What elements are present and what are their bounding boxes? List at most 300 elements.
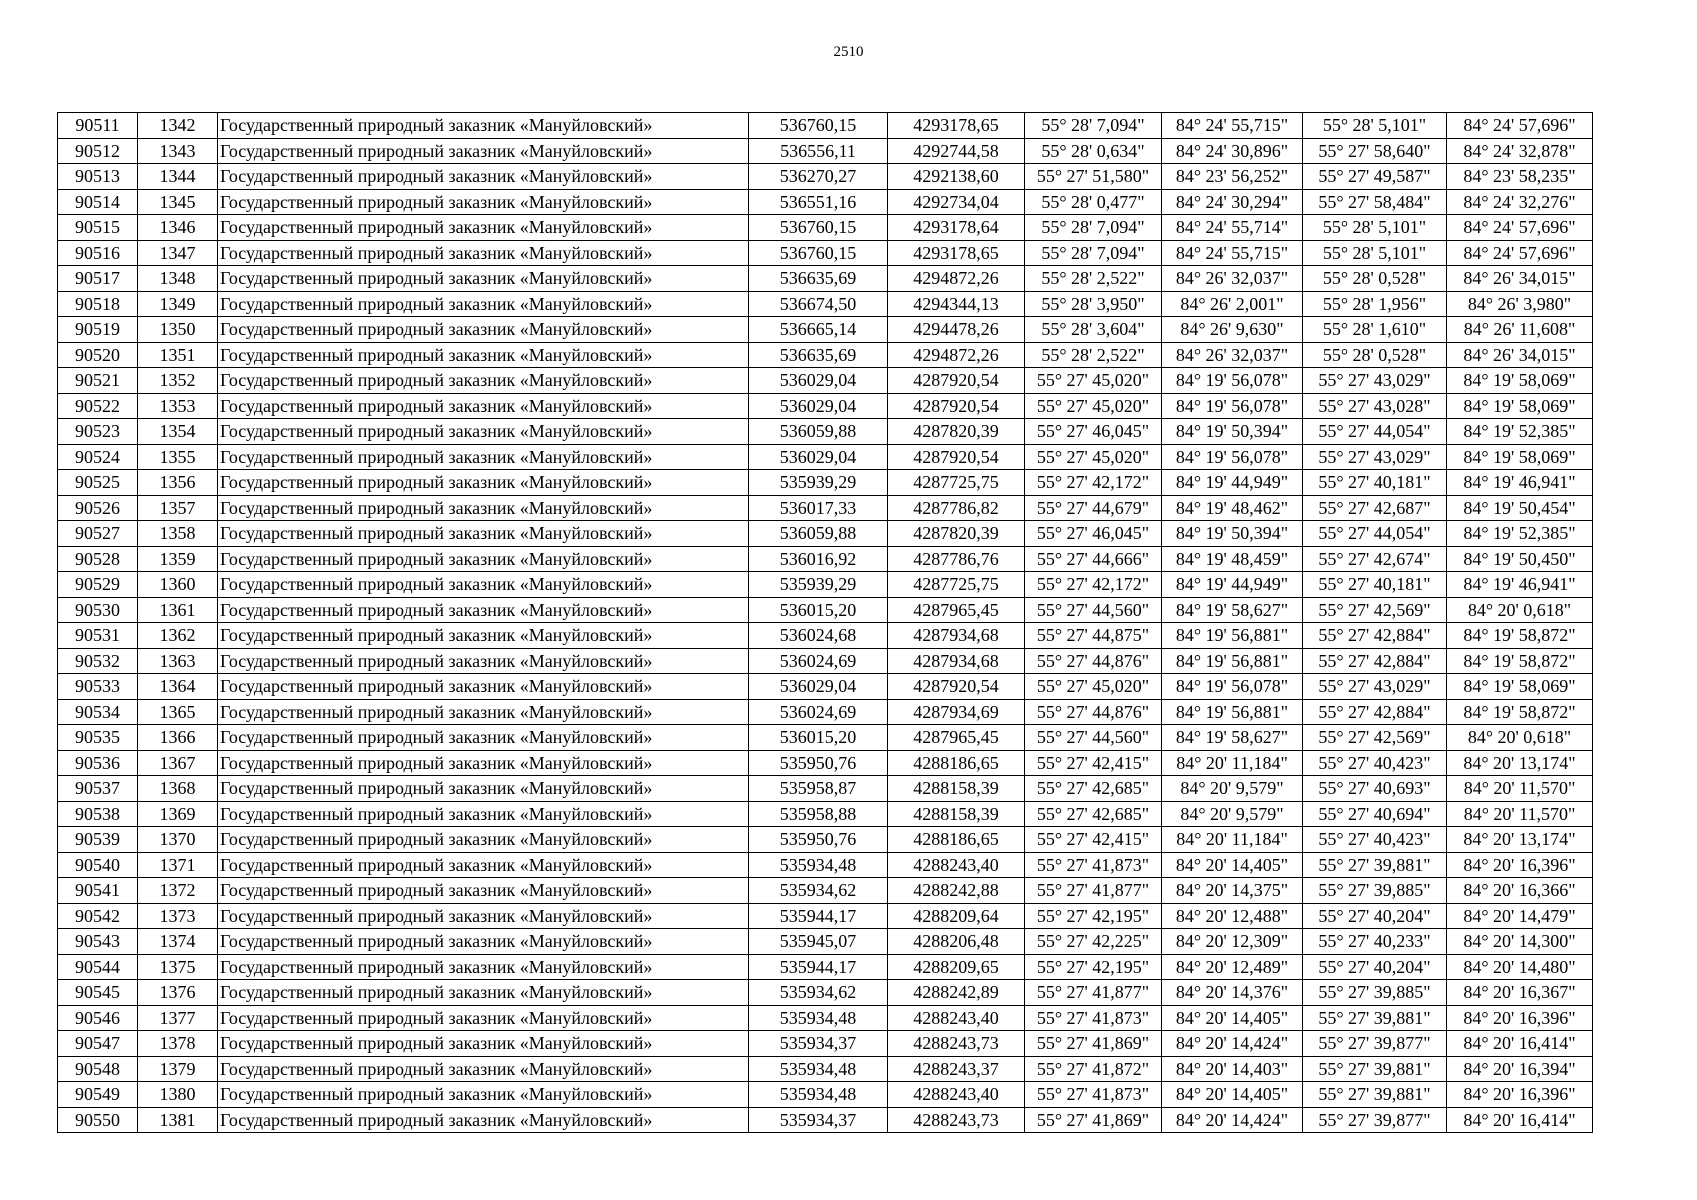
table-row — [58, 980, 1593, 1006]
name-cell: Государственный природный заказник «Мануйловский» — [218, 470, 749, 496]
y-coordinate-cell: 4294872,26 — [888, 342, 1025, 368]
x-coordinate-cell: 535950,76 — [749, 827, 888, 853]
longitude-1-cell: 84° 19' 56,078" — [1162, 444, 1303, 470]
latitude-2-cell: 55° 27' 42,884" — [1303, 699, 1447, 725]
latitude-1-cell: 55° 27' 46,045" — [1025, 521, 1162, 547]
name-cell: Государственный природный заказник «Мануйловский» — [218, 495, 749, 521]
table-row — [58, 572, 1593, 598]
table-row — [58, 903, 1593, 929]
longitude-1-cell: 84° 24' 55,714" — [1162, 215, 1303, 241]
longitude-1-cell: 84° 19' 44,949" — [1162, 572, 1303, 598]
longitude-2-cell: 84° 19' 46,941" — [1447, 470, 1593, 496]
table-row — [58, 546, 1593, 572]
longitude-1-cell: 84° 26' 2,001" — [1162, 291, 1303, 317]
row-number-cell: 90532 — [58, 648, 138, 674]
latitude-2-cell: 55° 27' 43,029" — [1303, 674, 1447, 700]
table-row — [58, 470, 1593, 496]
longitude-2-cell: 84° 19' 46,941" — [1447, 572, 1593, 598]
latitude-2-cell: 55° 27' 40,423" — [1303, 827, 1447, 853]
x-coordinate-cell: 536556,11 — [749, 138, 888, 164]
x-coordinate-cell: 536024,69 — [749, 699, 888, 725]
row-number-cell: 90548 — [58, 1056, 138, 1082]
name-cell: Государственный природный заказник «Мануйловский» — [218, 240, 749, 266]
table-row — [58, 597, 1593, 623]
latitude-2-cell: 55° 27' 39,881" — [1303, 1056, 1447, 1082]
table-row — [58, 138, 1593, 164]
point-number-cell: 1368 — [138, 776, 218, 802]
row-number-cell: 90537 — [58, 776, 138, 802]
latitude-1-cell: 55° 27' 42,225" — [1025, 929, 1162, 955]
latitude-1-cell: 55° 27' 41,869" — [1025, 1031, 1162, 1057]
y-coordinate-cell: 4288158,39 — [888, 776, 1025, 802]
longitude-1-cell: 84° 20' 14,405" — [1162, 1082, 1303, 1108]
longitude-1-cell: 84° 20' 14,424" — [1162, 1031, 1303, 1057]
table-row — [58, 495, 1593, 521]
row-number-cell: 90514 — [58, 189, 138, 215]
name-cell: Государственный природный заказник «Мануйловский» — [218, 954, 749, 980]
longitude-1-cell: 84° 20' 12,489" — [1162, 954, 1303, 980]
longitude-1-cell: 84° 19' 58,627" — [1162, 597, 1303, 623]
longitude-2-cell: 84° 20' 16,414" — [1447, 1031, 1593, 1057]
longitude-2-cell: 84° 20' 13,174" — [1447, 750, 1593, 776]
y-coordinate-cell: 4288243,73 — [888, 1107, 1025, 1133]
row-number-cell: 90513 — [58, 164, 138, 190]
point-number-cell: 1359 — [138, 546, 218, 572]
longitude-1-cell: 84° 23' 56,252" — [1162, 164, 1303, 190]
row-number-cell: 90521 — [58, 368, 138, 394]
latitude-2-cell: 55° 28' 1,610" — [1303, 317, 1447, 343]
longitude-2-cell: 84° 19' 50,450" — [1447, 546, 1593, 572]
row-number-cell: 90527 — [58, 521, 138, 547]
table-row — [58, 291, 1593, 317]
longitude-1-cell: 84° 19' 58,627" — [1162, 725, 1303, 751]
longitude-2-cell: 84° 20' 14,300" — [1447, 929, 1593, 955]
x-coordinate-cell: 536635,69 — [749, 266, 888, 292]
name-cell: Государственный природный заказник «Мануйловский» — [218, 980, 749, 1006]
longitude-1-cell: 84° 26' 9,630" — [1162, 317, 1303, 343]
latitude-1-cell: 55° 28' 0,634" — [1025, 138, 1162, 164]
longitude-2-cell: 84° 19' 58,069" — [1447, 674, 1593, 700]
x-coordinate-cell: 536674,50 — [749, 291, 888, 317]
table-row — [58, 674, 1593, 700]
table-row — [58, 368, 1593, 394]
point-number-cell: 1342 — [138, 113, 218, 139]
name-cell: Государственный природный заказник «Мануйловский» — [218, 189, 749, 215]
name-cell: Государственный природный заказник «Мануйловский» — [218, 521, 749, 547]
x-coordinate-cell: 535958,88 — [749, 801, 888, 827]
point-number-cell: 1362 — [138, 623, 218, 649]
latitude-1-cell: 55° 27' 42,195" — [1025, 903, 1162, 929]
name-cell: Государственный природный заказник «Мануйловский» — [218, 699, 749, 725]
longitude-2-cell: 84° 20' 16,367" — [1447, 980, 1593, 1006]
longitude-2-cell: 84° 24' 32,276" — [1447, 189, 1593, 215]
x-coordinate-cell: 536016,92 — [749, 546, 888, 572]
y-coordinate-cell: 4287725,75 — [888, 470, 1025, 496]
table-row — [58, 419, 1593, 445]
table-row — [58, 827, 1593, 853]
table-row — [58, 1031, 1593, 1057]
point-number-cell: 1357 — [138, 495, 218, 521]
table-row — [58, 444, 1593, 470]
name-cell: Государственный природный заказник «Мануйловский» — [218, 164, 749, 190]
table-row — [58, 750, 1593, 776]
y-coordinate-cell: 4292734,04 — [888, 189, 1025, 215]
latitude-2-cell: 55° 27' 42,674" — [1303, 546, 1447, 572]
longitude-2-cell: 84° 20' 16,366" — [1447, 878, 1593, 904]
longitude-2-cell: 84° 19' 58,069" — [1447, 393, 1593, 419]
name-cell: Государственный природный заказник «Мануйловский» — [218, 1107, 749, 1133]
point-number-cell: 1354 — [138, 419, 218, 445]
table-row — [58, 1005, 1593, 1031]
latitude-1-cell: 55° 28' 7,094" — [1025, 215, 1162, 241]
coordinates-table — [57, 112, 1593, 1133]
name-cell: Государственный природный заказник «Мануйловский» — [218, 878, 749, 904]
longitude-2-cell: 84° 20' 0,618" — [1447, 597, 1593, 623]
y-coordinate-cell: 4288243,73 — [888, 1031, 1025, 1057]
y-coordinate-cell: 4288242,88 — [888, 878, 1025, 904]
latitude-1-cell: 55° 28' 3,604" — [1025, 317, 1162, 343]
name-cell: Государственный природный заказник «Мануйловский» — [218, 929, 749, 955]
point-number-cell: 1363 — [138, 648, 218, 674]
point-number-cell: 1373 — [138, 903, 218, 929]
page-number: 2510 — [833, 44, 864, 60]
x-coordinate-cell: 535934,48 — [749, 1056, 888, 1082]
row-number-cell: 90533 — [58, 674, 138, 700]
y-coordinate-cell: 4287920,54 — [888, 393, 1025, 419]
table-row — [58, 929, 1593, 955]
latitude-1-cell: 55° 27' 41,877" — [1025, 980, 1162, 1006]
y-coordinate-cell: 4294872,26 — [888, 266, 1025, 292]
latitude-2-cell: 55° 27' 42,569" — [1303, 597, 1447, 623]
latitude-2-cell: 55° 27' 39,877" — [1303, 1107, 1447, 1133]
latitude-2-cell: 55° 27' 42,884" — [1303, 623, 1447, 649]
table-row — [58, 1082, 1593, 1108]
latitude-1-cell: 55° 27' 42,685" — [1025, 776, 1162, 802]
x-coordinate-cell: 536760,15 — [749, 240, 888, 266]
point-number-cell: 1353 — [138, 393, 218, 419]
latitude-1-cell: 55° 27' 42,415" — [1025, 750, 1162, 776]
point-number-cell: 1345 — [138, 189, 218, 215]
name-cell: Государственный природный заказник «Мануйловский» — [218, 903, 749, 929]
y-coordinate-cell: 4287920,54 — [888, 674, 1025, 700]
latitude-1-cell: 55° 27' 44,560" — [1025, 597, 1162, 623]
x-coordinate-cell: 535950,76 — [749, 750, 888, 776]
latitude-1-cell: 55° 27' 44,666" — [1025, 546, 1162, 572]
latitude-2-cell: 55° 27' 44,054" — [1303, 521, 1447, 547]
x-coordinate-cell: 535934,48 — [749, 1005, 888, 1031]
longitude-1-cell: 84° 20' 12,309" — [1162, 929, 1303, 955]
longitude-1-cell: 84° 20' 14,376" — [1162, 980, 1303, 1006]
latitude-1-cell: 55° 27' 45,020" — [1025, 674, 1162, 700]
row-number-cell: 90523 — [58, 419, 138, 445]
latitude-1-cell: 55° 27' 41,869" — [1025, 1107, 1162, 1133]
latitude-1-cell: 55° 28' 7,094" — [1025, 240, 1162, 266]
point-number-cell: 1376 — [138, 980, 218, 1006]
x-coordinate-cell: 536665,14 — [749, 317, 888, 343]
longitude-1-cell: 84° 20' 14,424" — [1162, 1107, 1303, 1133]
longitude-1-cell: 84° 20' 11,184" — [1162, 827, 1303, 853]
row-number-cell: 90550 — [58, 1107, 138, 1133]
longitude-1-cell: 84° 19' 56,078" — [1162, 674, 1303, 700]
point-number-cell: 1369 — [138, 801, 218, 827]
table-row — [58, 623, 1593, 649]
y-coordinate-cell: 4287786,76 — [888, 546, 1025, 572]
latitude-1-cell: 55° 28' 2,522" — [1025, 342, 1162, 368]
y-coordinate-cell: 4287934,68 — [888, 648, 1025, 674]
latitude-1-cell: 55° 27' 41,877" — [1025, 878, 1162, 904]
name-cell: Государственный природный заказник «Мануйловский» — [218, 852, 749, 878]
latitude-1-cell: 55° 27' 51,580" — [1025, 164, 1162, 190]
row-number-cell: 90543 — [58, 929, 138, 955]
x-coordinate-cell: 536029,04 — [749, 674, 888, 700]
latitude-2-cell: 55° 28' 0,528" — [1303, 342, 1447, 368]
point-number-cell: 1352 — [138, 368, 218, 394]
longitude-2-cell: 84° 20' 14,480" — [1447, 954, 1593, 980]
latitude-2-cell: 55° 27' 43,029" — [1303, 444, 1447, 470]
longitude-2-cell: 84° 19' 58,872" — [1447, 648, 1593, 674]
latitude-2-cell: 55° 27' 39,881" — [1303, 1005, 1447, 1031]
table-row — [58, 317, 1593, 343]
name-cell: Государственный природный заказник «Мануйловский» — [218, 674, 749, 700]
name-cell: Государственный природный заказник «Мануйловский» — [218, 597, 749, 623]
latitude-2-cell: 55° 28' 1,956" — [1303, 291, 1447, 317]
longitude-2-cell: 84° 20' 11,570" — [1447, 801, 1593, 827]
row-number-cell: 90530 — [58, 597, 138, 623]
latitude-1-cell: 55° 27' 44,679" — [1025, 495, 1162, 521]
name-cell: Государственный природный заказник «Мануйловский» — [218, 725, 749, 751]
coordinates-table-body — [58, 113, 1593, 1133]
point-number-cell: 1355 — [138, 444, 218, 470]
latitude-2-cell: 55° 28' 0,528" — [1303, 266, 1447, 292]
y-coordinate-cell: 4288242,89 — [888, 980, 1025, 1006]
name-cell: Государственный природный заказник «Мануйловский» — [218, 368, 749, 394]
name-cell: Государственный природный заказник «Мануйловский» — [218, 113, 749, 139]
row-number-cell: 90541 — [58, 878, 138, 904]
point-number-cell: 1366 — [138, 725, 218, 751]
point-number-cell: 1344 — [138, 164, 218, 190]
point-number-cell: 1356 — [138, 470, 218, 496]
row-number-cell: 90517 — [58, 266, 138, 292]
name-cell: Государственный природный заказник «Мануйловский» — [218, 138, 749, 164]
longitude-2-cell: 84° 20' 13,174" — [1447, 827, 1593, 853]
point-number-cell: 1375 — [138, 954, 218, 980]
point-number-cell: 1377 — [138, 1005, 218, 1031]
x-coordinate-cell: 535939,29 — [749, 572, 888, 598]
row-number-cell: 90524 — [58, 444, 138, 470]
latitude-1-cell: 55° 27' 41,873" — [1025, 1082, 1162, 1108]
latitude-2-cell: 55° 27' 39,877" — [1303, 1031, 1447, 1057]
table-row — [58, 725, 1593, 751]
x-coordinate-cell: 535934,62 — [749, 878, 888, 904]
latitude-2-cell: 55° 28' 5,101" — [1303, 113, 1447, 139]
longitude-2-cell: 84° 20' 16,414" — [1447, 1107, 1593, 1133]
y-coordinate-cell: 4288206,48 — [888, 929, 1025, 955]
table-row — [58, 852, 1593, 878]
y-coordinate-cell: 4288186,65 — [888, 750, 1025, 776]
row-number-cell: 90512 — [58, 138, 138, 164]
longitude-1-cell: 84° 19' 48,462" — [1162, 495, 1303, 521]
name-cell: Государственный природный заказник «Мануйловский» — [218, 342, 749, 368]
point-number-cell: 1351 — [138, 342, 218, 368]
y-coordinate-cell: 4287965,45 — [888, 725, 1025, 751]
longitude-2-cell: 84° 24' 32,878" — [1447, 138, 1593, 164]
longitude-1-cell: 84° 20' 11,184" — [1162, 750, 1303, 776]
table-row — [58, 189, 1593, 215]
y-coordinate-cell: 4292744,58 — [888, 138, 1025, 164]
latitude-1-cell: 55° 27' 44,876" — [1025, 648, 1162, 674]
longitude-1-cell: 84° 19' 56,881" — [1162, 623, 1303, 649]
latitude-1-cell: 55° 27' 41,872" — [1025, 1056, 1162, 1082]
latitude-2-cell: 55° 27' 58,484" — [1303, 189, 1447, 215]
longitude-1-cell: 84° 20' 9,579" — [1162, 776, 1303, 802]
y-coordinate-cell: 4287920,54 — [888, 368, 1025, 394]
table-row — [58, 1056, 1593, 1082]
point-number-cell: 1343 — [138, 138, 218, 164]
x-coordinate-cell: 536760,15 — [749, 113, 888, 139]
y-coordinate-cell: 4293178,65 — [888, 240, 1025, 266]
longitude-2-cell: 84° 24' 57,696" — [1447, 215, 1593, 241]
row-number-cell: 90538 — [58, 801, 138, 827]
latitude-1-cell: 55° 28' 0,477" — [1025, 189, 1162, 215]
latitude-2-cell: 55° 27' 44,054" — [1303, 419, 1447, 445]
table-row — [58, 342, 1593, 368]
longitude-2-cell: 84° 26' 34,015" — [1447, 266, 1593, 292]
y-coordinate-cell: 4288209,65 — [888, 954, 1025, 980]
y-coordinate-cell: 4287820,39 — [888, 419, 1025, 445]
name-cell: Государственный природный заказник «Мануйловский» — [218, 393, 749, 419]
x-coordinate-cell: 535934,48 — [749, 852, 888, 878]
point-number-cell: 1348 — [138, 266, 218, 292]
name-cell: Государственный природный заказник «Мануйловский» — [218, 291, 749, 317]
row-number-cell: 90522 — [58, 393, 138, 419]
y-coordinate-cell: 4292138,60 — [888, 164, 1025, 190]
name-cell: Государственный природный заказник «Мануйловский» — [218, 215, 749, 241]
longitude-1-cell: 84° 26' 32,037" — [1162, 266, 1303, 292]
name-cell: Государственный природный заказник «Мануйловский» — [218, 572, 749, 598]
latitude-1-cell: 55° 27' 46,045" — [1025, 419, 1162, 445]
x-coordinate-cell: 535934,37 — [749, 1031, 888, 1057]
latitude-1-cell: 55° 27' 41,873" — [1025, 852, 1162, 878]
longitude-2-cell: 84° 26' 34,015" — [1447, 342, 1593, 368]
name-cell: Государственный природный заказник «Мануйловский» — [218, 1082, 749, 1108]
longitude-1-cell: 84° 19' 56,078" — [1162, 393, 1303, 419]
longitude-2-cell: 84° 20' 16,396" — [1447, 1005, 1593, 1031]
table-row — [58, 954, 1593, 980]
y-coordinate-cell: 4288158,39 — [888, 801, 1025, 827]
row-number-cell: 90525 — [58, 470, 138, 496]
row-number-cell: 90549 — [58, 1082, 138, 1108]
x-coordinate-cell: 535934,37 — [749, 1107, 888, 1133]
longitude-2-cell: 84° 20' 16,396" — [1447, 1082, 1593, 1108]
latitude-1-cell: 55° 28' 3,950" — [1025, 291, 1162, 317]
x-coordinate-cell: 536059,88 — [749, 521, 888, 547]
table-row — [58, 164, 1593, 190]
table-row — [58, 1107, 1593, 1133]
row-number-cell: 90535 — [58, 725, 138, 751]
row-number-cell: 90520 — [58, 342, 138, 368]
latitude-2-cell: 55° 27' 40,204" — [1303, 903, 1447, 929]
y-coordinate-cell: 4294344,13 — [888, 291, 1025, 317]
longitude-1-cell: 84° 19' 56,881" — [1162, 648, 1303, 674]
row-number-cell: 90545 — [58, 980, 138, 1006]
longitude-2-cell: 84° 20' 16,394" — [1447, 1056, 1593, 1082]
longitude-2-cell: 84° 20' 14,479" — [1447, 903, 1593, 929]
y-coordinate-cell: 4288243,40 — [888, 852, 1025, 878]
longitude-1-cell: 84° 20' 14,375" — [1162, 878, 1303, 904]
point-number-cell: 1374 — [138, 929, 218, 955]
name-cell: Государственный природный заказник «Мануйловский» — [218, 1005, 749, 1031]
row-number-cell: 90515 — [58, 215, 138, 241]
row-number-cell: 90546 — [58, 1005, 138, 1031]
latitude-2-cell: 55° 27' 39,881" — [1303, 1082, 1447, 1108]
table-row — [58, 776, 1593, 802]
longitude-1-cell: 84° 24' 30,294" — [1162, 189, 1303, 215]
point-number-cell: 1358 — [138, 521, 218, 547]
name-cell: Государственный природный заказник «Мануйловский» — [218, 623, 749, 649]
longitude-1-cell: 84° 20' 14,405" — [1162, 852, 1303, 878]
longitude-2-cell: 84° 19' 58,872" — [1447, 623, 1593, 649]
point-number-cell: 1346 — [138, 215, 218, 241]
longitude-1-cell: 84° 19' 50,394" — [1162, 521, 1303, 547]
point-number-cell: 1370 — [138, 827, 218, 853]
y-coordinate-cell: 4288243,37 — [888, 1056, 1025, 1082]
latitude-2-cell: 55° 27' 58,640" — [1303, 138, 1447, 164]
latitude-2-cell: 55° 27' 43,029" — [1303, 368, 1447, 394]
longitude-1-cell: 84° 19' 56,078" — [1162, 368, 1303, 394]
latitude-1-cell: 55° 27' 45,020" — [1025, 368, 1162, 394]
longitude-2-cell: 84° 26' 11,608" — [1447, 317, 1593, 343]
x-coordinate-cell: 536551,16 — [749, 189, 888, 215]
longitude-2-cell: 84° 19' 52,385" — [1447, 521, 1593, 547]
latitude-2-cell: 55° 27' 39,885" — [1303, 980, 1447, 1006]
row-number-cell: 90539 — [58, 827, 138, 853]
y-coordinate-cell: 4287934,69 — [888, 699, 1025, 725]
row-number-cell: 90526 — [58, 495, 138, 521]
latitude-2-cell: 55° 27' 42,884" — [1303, 648, 1447, 674]
name-cell: Государственный природный заказник «Мануйловский» — [218, 317, 749, 343]
point-number-cell: 1372 — [138, 878, 218, 904]
latitude-1-cell: 55° 27' 42,172" — [1025, 572, 1162, 598]
longitude-1-cell: 84° 24' 55,715" — [1162, 240, 1303, 266]
name-cell: Государственный природный заказник «Мануйловский» — [218, 801, 749, 827]
latitude-2-cell: 55° 27' 40,181" — [1303, 572, 1447, 598]
name-cell: Государственный природный заказник «Мануйловский» — [218, 546, 749, 572]
y-coordinate-cell: 4288209,64 — [888, 903, 1025, 929]
point-number-cell: 1367 — [138, 750, 218, 776]
latitude-1-cell: 55° 27' 42,415" — [1025, 827, 1162, 853]
table-row — [58, 699, 1593, 725]
longitude-1-cell: 84° 24' 55,715" — [1162, 113, 1303, 139]
table-row — [58, 878, 1593, 904]
y-coordinate-cell: 4293178,65 — [888, 113, 1025, 139]
latitude-2-cell: 55° 27' 40,204" — [1303, 954, 1447, 980]
longitude-2-cell: 84° 26' 3,980" — [1447, 291, 1593, 317]
point-number-cell: 1350 — [138, 317, 218, 343]
row-number-cell: 90528 — [58, 546, 138, 572]
longitude-1-cell: 84° 19' 50,394" — [1162, 419, 1303, 445]
latitude-1-cell: 55° 28' 2,522" — [1025, 266, 1162, 292]
longitude-1-cell: 84° 20' 14,403" — [1162, 1056, 1303, 1082]
x-coordinate-cell: 535939,29 — [749, 470, 888, 496]
name-cell: Государственный природный заказник «Мануйловский» — [218, 266, 749, 292]
x-coordinate-cell: 536270,27 — [749, 164, 888, 190]
longitude-2-cell: 84° 20' 16,396" — [1447, 852, 1593, 878]
point-number-cell: 1349 — [138, 291, 218, 317]
table-row — [58, 266, 1593, 292]
table-row — [58, 240, 1593, 266]
x-coordinate-cell: 535934,62 — [749, 980, 888, 1006]
name-cell: Государственный природный заказник «Мануйловский» — [218, 444, 749, 470]
